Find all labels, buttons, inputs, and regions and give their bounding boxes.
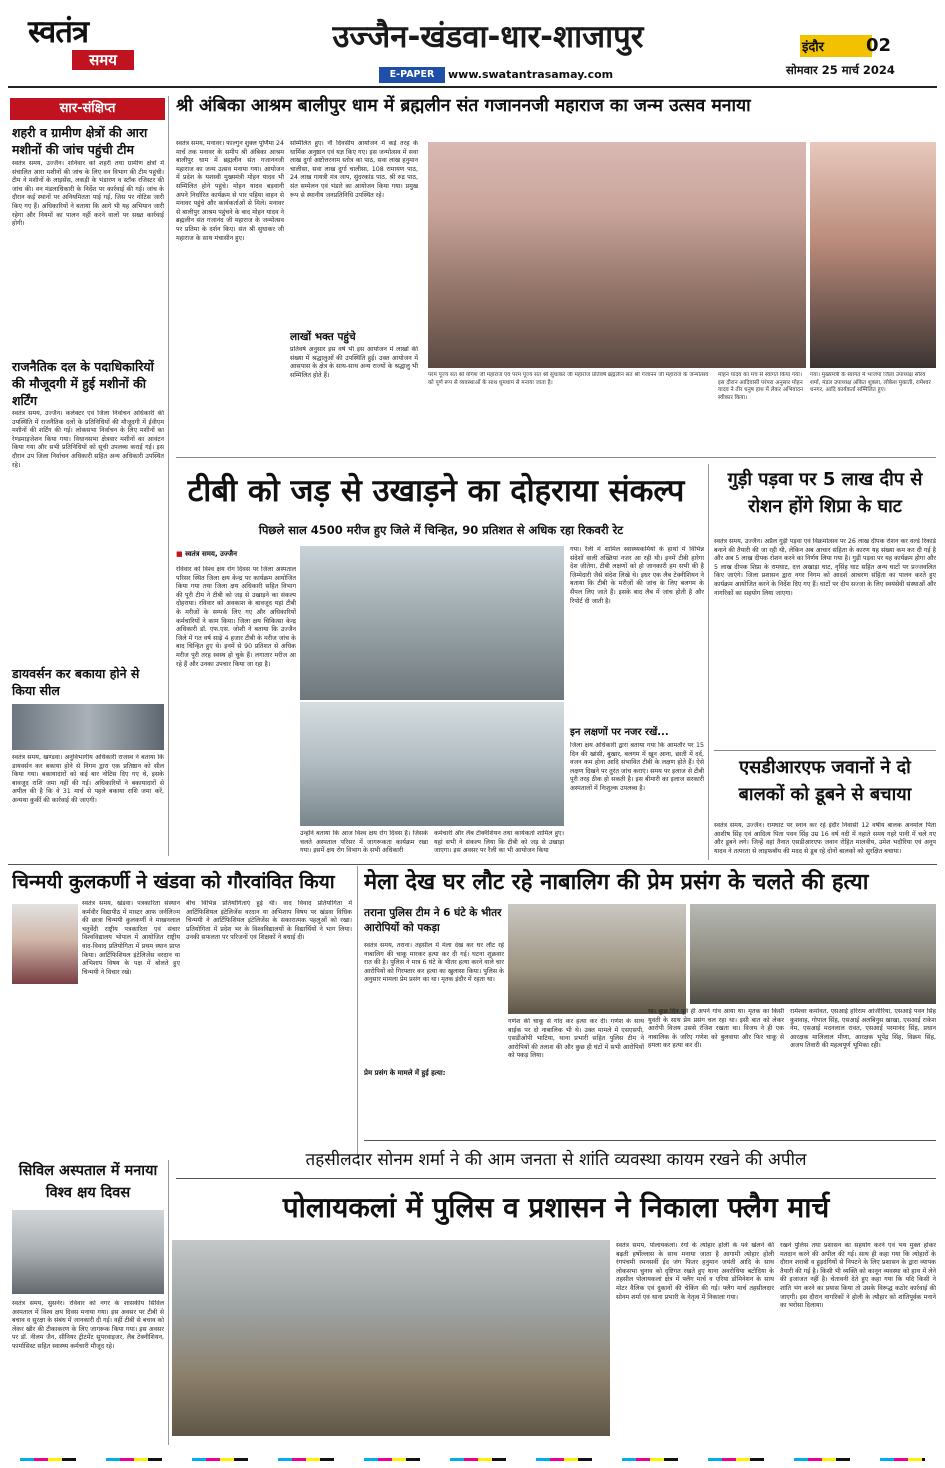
chinmayi-body-2: बीच विभिन्न प्रतियोगिताएं हुई थीं। वाद विवाद प्रतियोगिता में आर्टिफिशियल इंटेलिजेंस वरदान या अभिशाप विषय पर खंडवा विधिक चिन्मयी ने आर्टिफिशियल इंटेलिजेंस के सकारात्मक पहलुओं को रखा। प्रतियोगिता में प्रदेश भर के विश्वविद्यालयों के विद्यार्थियों ने भाग लिया। उनकी सफलता पर परिजनों एवं शिक्षकों ने बधाई दी। — [186, 900, 352, 942]
tehsil-headline[interactable]: तहसीलदार सोनम शर्मा ने की आम जनता से शांति व्यवस्था कायम रखने की अपील — [305, 1150, 807, 1170]
sdrf-headline[interactable]: एसडीआरएफ जवानों ने दो बालकों को डूबने से बचाया — [738, 757, 912, 805]
masthead-rule — [8, 86, 937, 88]
sidebar-story-1-body: स्वतंत्र समय, उज्जैन। शनिवार को शहरी तथा ग्रामीण क्षेत्रों में संचालित आरा मशीनों की जांच के लिए वन विभाग की टीम पहुंची। टीम ने मशीनों के लाइसेंस, लकड़ी के भंडारण व स्टॉक रजिस्टर की जांच की। वन मंडलाधिकारी के निर्देश पर कार्रवाई की गई। जांच के दौरान कई स्थानों पर अनियमितता पाई गई, जिस पर नोटिस जारी किए गए हैं। अधिकारियों ने बताया कि आगे भी यह अभियान जारी रहेगा और नियमों का पालन नहीं करने वालों पर सख्त कार्रवाई होगी। — [12, 160, 164, 228]
tb-dateline — [176, 550, 237, 559]
tb-headline[interactable]: टीबी को जड़ से उखाड़ने का दोहराया संकल्प — [187, 473, 685, 509]
mela-photo-police — [508, 904, 686, 1014]
sidebar-story-2-headline[interactable]: राजनैतिक दल के पदाधिकारियों की मौजूदगी में हुई मशीनों की शर्टिंग — [12, 359, 154, 408]
lead-photo-caption-3: गया। मुख्यमंत्री के स्वागत में भाजपा जिला उपाध्यक्ष सौरव शर्मा, मंडल उपाध्यक्ष अंकित शुक्ला, लोकेश मुकाती, रामेश्वर धनगर, आदि कार्यकर्ता सम्मिलित हुए। — [810, 372, 931, 394]
lead-photo-sadhu — [810, 142, 936, 368]
gudi-headline[interactable]: गुड़ी पड़वा पर 5 लाख दीप से रोशन होंगे शिप्रा के घाट — [727, 469, 923, 517]
mela-body-4: रामेश्वर कर्मावत, एसआई हरिराम आंजीरिया, एसआई पवन सिंह कुशवाह, गोपाल सिंह, एसआई अलबिनुस खाखा, एसआई राकेश नेम, एसआई मदनलाल रावत, एसआई परमानंद सिंह, प्रधान आरक्षक मालिलाल मीणा, आरक्षक भूपेंद्र सिंह, विक्रम सिंह, अजय तिवारी की महत्वपूर्ण भूमिका रही। — [790, 1008, 936, 1050]
tb-dateline-bullet: ■ — [176, 550, 186, 558]
civil-divider — [168, 1160, 169, 1445]
section-rule-1 — [8, 864, 937, 865]
flag-march-headline[interactable]: पोलायकलां में पुलिस व प्रशासन ने निकाला फ्लैग मार्च — [282, 1191, 830, 1224]
lead-subhead: लाखों भक्त पहुंचे — [290, 331, 356, 343]
color-registration-bar — [0, 1452, 945, 1468]
lead-bottom-rule — [176, 457, 936, 458]
lead-col-2b: प्रतिवर्ष अनुसार इस वर्ष भी इस आयोजन में लाखों की संख्या में श्रद्धालुओं की उपस्थिति हुई। उक्त आयोजन में आसपास के क्षेत्र के साथ-साथ अन्य राज्यों के श्रद्धालु भी सम्मिलित होते हैं। — [290, 346, 418, 379]
mela-body-2: गणेश की चाकू से गोद कर हत्या कर दी। गणेश के साथ बाईक पर दो नाबालिक भी थे। उक्त मामले में एसएसपी, एसडीओपी भाटिया, थाना प्रभारी सहित पुलिस टीम ने आरोपियों की तलाश की और कुछ ही घंटों में सभी आरोपियों को पकड़ लिया। — [508, 1018, 644, 1060]
tb-subhead-2: इन लक्षणों पर नजर रखें... — [570, 727, 669, 738]
lead-col-1: स्वतंत्र समय, मनावर। फाल्गुन शुक्ल पूर्णिमा 24 मार्च तक मनावर के समीप श्री अंबिका आश्रम बालीपुर धाम में ब्रह्मलीन संत गजाननजी महाराज का जन्म उत्सव मनाया गया। आयोजन में प्रदेश के यशस्वी मुख्यमंत्री मोहन यादव भी सम्मिलित होने पहुंचे। मोहन यादव बड़वानी अपने निर्धारित कार्यक्रम से पार पहिया वाहन से मनावर पहुंचे और कार्यकर्ताओं से मिले। मनावर से बालीपुर आश्रम पहुंचने के बाद मोहन यादव ने ब्रह्मलीन संत गजानंद जी महाराज के जन्मोत्सव पर प्रतिमा के दर्शन किए। संत श्री सुधाकर जी महाराज के साथ मंचासीन हुए। — [176, 140, 284, 242]
gudi-body: स्वतंत्र समय, उज्जैन। अप्रैल गुड़ी पड़वा एवं विक्रमोत्सव पर 26 लाख दीपक रोशन कर वर्ल्ड रिकार्ड बनाने की तैयारी की जा रही थी, लेकिन अब आचार संहिता के कारण यह संख्या कम कर दी गई है और अब 5 लाख दीपक रोशन करने का निर्णय लिया गया है। गुड़ी पड़वा पर यह कार्यक्रम होगा और 5 लाख दीपक शिप्रा के रामघाट, दत्त अखाड़ा घाट, नृसिंह घाट सहित अन्य घाटों पर प्रज्जवलित किए जाएंगे। जिला प्रशासन द्वारा नगर निगम को आदर्श आचरण संहिता का पालन करते हुए कार्यक्रम आयोजित करने के निर्देश दिए गए हैं। घाटों पर दीप सज्जा के लिए स्वयंसेवी संस्थाओं और नागरिकों का सहयोग लिया जाएगा। — [714, 538, 936, 597]
mela-headline[interactable]: मेला देख घर लौट रहे नाबालिग की प्रेम प्रसंग के चलते की हत्या — [364, 870, 869, 895]
tb-body-1: रविवार को विश्व क्षय रोग दिवस पर जिला अस्पताल परिसर स्थित जिला क्षय केन्द्र पर कार्यक्रम आयोजित किया गया तथा जिला क्षय अधिकारी सहित विभाग की पूरी टीम ने टीबी को जड़ से उखाड़ने का संकल्प दोहराया। रविवार को अवकाश के बावजूद यहां टीबी के मरीजों के सम्पर्क लिए गए और अधिकारियों कर्मचारियों ने काम किया। जिला क्षय चिकित्सा केन्द्र अधिकारी डॉ. एफ.एस. जोशी ने बताया कि उज्जैन जिले में गत वर्ष साढ़े 4 हजार टीबी के मरीज जांच के बाद चिन्हित हुए थे। इनमें से 90 प्रतिशत से अधिक मरीज पूरी तरह स्वस्थ हो चुके हैं। लगातार मरीज आ रहे हैं और उनका उपचार किया जा रहा है। — [176, 566, 296, 668]
civil-body: स्वतंत्र समय, सुसनेर। रविवार को नगर के शासकीय सिविल अस्पताल में विश्व क्षय दिवस मनाया गया। इस अवसर पर टीबी से बचाव व सुरक्षा के संबंध में जानकारी दी गई। वहीं टीबी से बचाव को लेकर खीर की टीकाकरण के लिए जागरूक किया गया। इस अवसर पर डॉ. नीलम जैन, सीनियर ट्रीटमेंट सुपरवाइजर, लैब टेक्नीशियन, फार्मासिस्ट सहित स्वास्थ्य कर्मचारी मौजूद रहे। — [12, 1300, 164, 1350]
website-url[interactable]: www.swatantrasamay.com — [448, 68, 614, 81]
chinmayi-body-1: स्वतंत्र समय, खंडवा। पत्रकारिता संस्थान कर्मवीर विद्यापीठ में मास्टर आफ जर्नलिज्म की छात्रा चिन्मयी कुलकर्णी ने माखनलाल चतुर्वेदी राष्ट्रीय पत्रकारिता एवं संचार विश्वविद्यालय भोपाल में आयोजित राष्ट्रीय वाद-विवाद प्रतियोगिता में प्रथम स्थान प्राप्त किया। आर्टिफिशियल इंटेलिजेंस वरदान या अभिशाप विषय के पक्ष में बोलते हुए चिन्मयी ने विचार रखे। — [82, 900, 180, 976]
sidebar-story-3-headline[interactable]: डायवर्सन कर बकाया होने से किया सील — [12, 666, 140, 698]
issue-date: सोमवार 25 मार्च 2024 — [786, 63, 895, 77]
tb-body-2: उन्होंने बताया कि आज विश्व क्षय रोग दिवस है। जिसके चलते अस्पताल परिसर में जागरूकता कार्यक्रम रखा गया। इसमें क्षय रोग विभाग के सभी अधिकारी — [300, 830, 428, 855]
logo-bottom-text: समय — [72, 50, 134, 70]
tb-body-3: कर्मचारी और लैब टेक्निशियन तथा कार्यकर्ता शामिल हुए। यहां सभी ने संकल्प लिया कि टीबी को जड़ से उखाड़ा जाएगा। इस अवसर पर रैली का भी आयोजन किया — [434, 830, 564, 855]
flag-march-body-2: रखने पुलिस तथा प्रशासन का सहयोग करने एवं भय मुक्त होकर मतदान करने की अपील की गई। साथ ही कहा गया कि त्योहारों के दौरान शराबी व हुड़दंगियों से निपटने के लिए प्रशासन के द्वारा व्यापक तैयारी की गई है। किसी भी व्यक्ति को कानून व्यवस्था को हाथ में लेने की इजाजत नहीं है। चेतावनी देते हुए कहा गया कि यदि किसी ने शांति भंग करने का प्रयास किया तो उसके विरूद्ध कठोर कार्रवाई की जाएगी। इस दौरान नागरिकों ने होली के त्यौहार को शांतिपूर्वक मनाने का भरोसा दिलाया। — [780, 1242, 936, 1310]
tb-photo-rally — [300, 546, 564, 700]
civil-photo — [12, 1210, 164, 1294]
tb-body-4: गया। रैली में शामिल स्वास्थ्यकर्मियों के हाथों में विभिन्न संदेशों वाली तख्तियां नजर आ रही थी। इनमें टीबी हारेगा देश जीतेगा, टीबी लक्षणों को हो जानकारी हम सभी की है जिम्मेदारी जैसे संदेश लिखे थे। इधर एक लैब टेक्नीशियन ने बताया कि टीबी के मरीजों की जांच के लिए बलगम के सैंपल लिए जाते हैं। इसके बाद लैब में जांच होती है और रिपोर्ट दी जाती है। — [570, 546, 704, 605]
city-label: इंदौर — [802, 40, 824, 55]
lead-photo-caption-1: परम पूज्य संत श्री योगेश जी महाराज एवं परम पूज्य संत श्री सुधाकर जी महाराज प्रतिवर्ष ब्रह्मलीन संत श्री गजानन जी महाराज के जन्मोत्सव को पूर्ण रूप से व्यवस्थाओं के साथ धूमधाम से मनाया जाता है। — [428, 372, 709, 386]
mela-body-1: स्वतंत्र समय, तराना। तहसील में मेला देख कर घर लौट रहे नाबालिग की चाकू मारकर हत्या कर दी गई। घटना शुक्रवार रात की है। पुलिस ने मात्र 6 घंटे के भीतर हत्या करने वाले चार आरोपियों को गिरफ्तार कर हत्या का खुलासा किया। पुलिस के अनुसार मामला प्रेम प्रसंग का था। मृतक इंदौर में रहता था। — [364, 942, 504, 984]
epaper-badge: E-PAPER — [379, 67, 445, 83]
sidebar-photo — [12, 704, 164, 750]
tb-body-5: जिला क्षय अधिकारी द्वारा बताया गया कि आमतौर पर 15 दिन की खांसी, बुखार, बलगम में खून आना, छाती में दर्द, वजन कम होना आदि संभावित टीबी के लक्षण होते हैं। ऐसे लक्षण दिखने पर तुरंत जांच कराएं। समय पर इलाज से टीबी पूरी तरह ठीक हो सकती है। इस बीमारी का इलाज सरकारी अस्पतालों में निःशुल्क उपलब्ध है। — [570, 742, 704, 792]
chinmayi-headline[interactable]: चिन्मयी कुलकर्णी ने खंडवा को गौरवांवित किया — [12, 871, 335, 893]
sidebar-story-2-body: स्वतंत्र समय, उज्जैन। कलेक्टर एवं जिला निर्वाचन अधिकारी की उपस्थिति में राजनैतिक दलों के प्रतिनिधियों की मौजूदगी में ईवीएम मशीनों की शर्टिंग की गई। लोकसभा निर्वाचन के लिए मशीनों का रेण्डमाइजेशन किया गया। विधानसभा क्षेत्रवार मशीनों का आवंटन किया गया और सभी प्रतिनिधियों को सूची उपलब्ध कराई गई। इस दौरान उप जिला निर्वाचन अधिकारी सहित अन्य अधिकारी उपस्थित रहे। — [12, 410, 164, 469]
mela-subhead: तराना पुलिस टीम ने 6 घंटे के भीतर आरोपियों को पकड़ा — [364, 907, 502, 934]
flag-march-body-1: स्वतंत्र समय, पोलायकलां। रंगों के त्योहार होली के पर्व खेलने की बढ़ती हर्षोल्लास के साथ मनाया जाता है आगामी त्योहार होली रंगपंचमी रमनसवीं ईद जंग फितर हनुमान जयंती आदि के साथ लोकसभा चुनाव को दृष्टिगत रखते हुए थाना अवरोधिया बटोदिया के तहसील पोलायकलां क्षेत्र में फ्लैग मार्च व एरिया डोमिनेशन के साथ मोटर वैलिक एवं दुकानों की चेकिंग की गई। फ्लैग मार्च तहसीलदार सोनम शर्मा एवं थाना प्रभारी के नेतृत्व में निकाला गया। — [616, 1242, 774, 1301]
sdrf-body: स्वतंत्र समय, उज्जैन। रामघाट पर स्नान कर रहे इंदौर निवासी 12 वर्षीय बालक अनमोल पिता आशीष सिंह एवं आदित्य पिता पवन सिंह उम्र 16 वर्ष नदी में नहाते समय गहरे पानी में चले गए और डूबने लगे। जिन्हें वहां तैनात एसडीआरएफ जवान रोहित मालवीय, उमेश भदौरिया एवं अनूप यादव ने तत्परता से लाइफबॉय की मदद से डूब रहे दोनों बालकों को सुरक्षित बचाया। — [714, 822, 936, 855]
flag-march-photo — [172, 1240, 610, 1436]
tb-dateline-text: स्वतंत्र समय, उज्जैन — [185, 550, 237, 558]
section-rule-2 — [364, 1140, 936, 1141]
logo-top-text: स्वतंत्र — [28, 14, 89, 50]
lead-photo-caption-2: मोहन यादव का मंच से स्वागत किया गया। इस दौरान आदिवासी परंपरा अनुसार मोहन यादव ने तीर धनुष हाथ में लेकर अभिवादन स्वीकार किया। — [718, 372, 804, 401]
mela-photo-accused — [690, 904, 936, 1004]
chinmayi-divider — [357, 866, 358, 1158]
section-rule-3 — [176, 1178, 936, 1179]
sidebar-label: सार-संक्षिप्त — [10, 98, 165, 120]
sidebar-story-1-headline[interactable]: शहरी व ग्रामीण क्षेत्रों की आरा मशीनों की जांच पहुंची टीम — [12, 125, 148, 157]
mela-body-3: था। कुछ दिन पूर्व ही अपने गांव आया था। मृतक का किसी युवती के साथ प्रेम प्रसंग चल रहा था। इसी बात को लेकर आरोपी विजय उससे रंजिश रखता था। विजय ने ही एक नाबालिक के जरिए गणेश को बुलवाया और फिर चाकू से हमला कर हत्या कर दी। — [648, 1008, 784, 1050]
edition-title: उज्जैन-खंडवा-धार-शाजापुर — [332, 19, 644, 55]
logo — [28, 14, 150, 88]
lead-photo-stage — [428, 142, 806, 368]
mela-box-head: प्रेम प्रसंग के मामले में हुई हत्या: — [364, 1069, 446, 1077]
tb-photo-doctor — [300, 702, 564, 826]
lead-col-2: सम्मिलित हुए। नौ दिवसीय आयोजन में कई तरह के धार्मिक अनुष्ठान एवं यज्ञ किए गए। इस जन्मोत्सव में सवा लाख दुर्गा अष्टोत्तरनाम स्तोत्र का पाठ, सवा लाख हनुमान चालीसा, सवा लाख दुर्गा चालीसा, 108 रामायण पाठ, 24 लाख गायत्री मंत्र जाप, सुंदरकांड पाठ, श्री रुद्र पाठ, संत सम्मेलन एवं भंडारे का आयोजन किया गया। प्रमुख रूप से स्थानीय जनप्रतिनिधि उपस्थित रहे। — [290, 140, 418, 199]
lead-headline[interactable]: श्री अंबिका आश्रम बालीपुर धाम में ब्रह्मलीन संत गजाननजी महाराज का जन्म उत्सव मनाया — [176, 96, 751, 116]
tb-divider — [708, 464, 709, 860]
gudi-rule — [714, 750, 936, 751]
civil-headline[interactable]: सिविल अस्पताल में मनाया विश्व क्षय दिवस — [18, 1163, 158, 1201]
page-number: 02 — [866, 35, 892, 56]
sidebar-story-3-body: स्वतंत्र समय, खण्डवा। अनुविभागीय अधिकारी राजस्व ने बताया कि डायवर्सन कर बकाया होने से निगम द्वारा एक प्रतिष्ठान को सील किया गया। बकायादारों को कई बार नोटिस दिए गए थे, इसके बावजूद राशि जमा नहीं की गई। अधिकारियों ने बकायादारों से अपील की है कि वे 31 मार्च से पहले बकाया राशि जमा करें, अन्यथा कुर्की की कार्रवाई की जाएगी। — [12, 754, 164, 804]
tb-subhead: पिछले साल 4500 मरीज हुए जिले में चिन्हित, 90 प्रतिशत से अधिक रहा रिकवरी रेट — [258, 523, 624, 537]
